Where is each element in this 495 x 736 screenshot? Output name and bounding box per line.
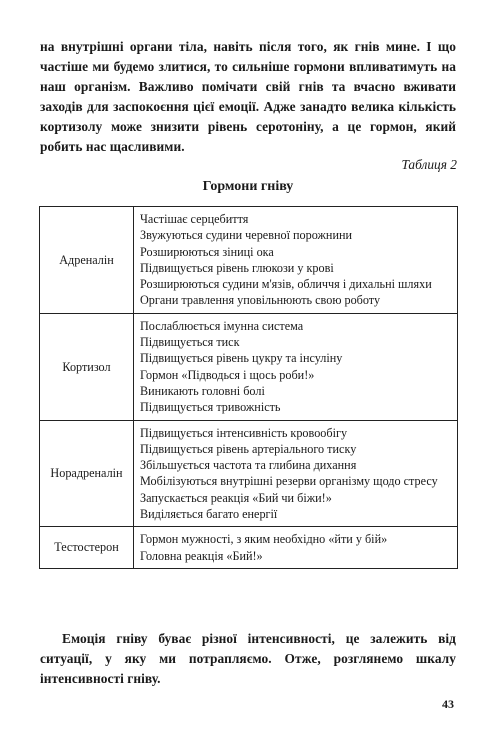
hormone-effect: Розширюються зіниці ока [140, 244, 274, 259]
hormone-name: Адреналін [40, 207, 134, 314]
hormone-row [40, 313, 458, 420]
hormones-table-body [40, 207, 458, 569]
hormone-effects [134, 527, 458, 569]
hormone-effect: Збільшується частота та глибина дихання [140, 458, 357, 473]
hormone-effect: Головна реакція «Бий!» [140, 548, 263, 563]
hormone-effect: Мобілізуються внутрішні резерви організму щодо стресу [140, 474, 438, 489]
body-paragraph-bottom: Емоція гніву буває різної інтенсивності, це залежить від ситуації, у яку ми потрапляємо. Отже, розглянемо шкалу інтенсивності гніву. [40, 631, 456, 686]
hormone-effects [134, 313, 458, 420]
hormone-effect: Розширюються судини м'язів, обличчя і дихальні шляхи [140, 277, 432, 292]
hormone-effect: Підвищується тривожність [140, 400, 281, 415]
table-title: Гормони гніву [202, 179, 294, 194]
hormone-effects [134, 420, 458, 527]
hormone-effect: Частішає серцебиття [140, 212, 249, 226]
hormone-effect: Запускається реакція «Бий чи біжи!» [140, 490, 332, 505]
hormone-effects [134, 207, 458, 314]
hormone-effect: Гормон мужності, з яким необхідно «йти у бій» [140, 532, 388, 547]
hormone-row [40, 420, 458, 527]
hormone-row [40, 207, 458, 314]
page-number: 43 [442, 697, 454, 711]
hormone-effect: Підвищується рівень глюкози у крові [140, 260, 334, 275]
body-paragraph-top: на внутрішні органи тіла, навіть після того, як гнів мине. І що частіше ми будемо злитися, то сильніше гормони впливатимуть на наш організм. Важливо помічати свій гнів та вчасно вживати заходів для заспокоєння цієї емоції. Адже занадто велика кількість кортизолу може знизити рівень серотоніну, а це гормон, який робить нас щасливими. [40, 39, 456, 154]
hormone-name: Норадреналін [40, 420, 134, 527]
hormone-effect: Виникають головні болі [140, 383, 265, 398]
hormone-effect: Підвищується рівень артеріального тиску [140, 441, 357, 456]
hormone-effect: Органи травлення уповільнюють свою роботу [140, 293, 381, 308]
hormone-row [40, 527, 458, 569]
hormone-effect: Гормон «Підводься і щось роби!» [140, 367, 315, 382]
table-caption: Таблиця 2 [401, 157, 457, 172]
hormone-effect: Виділяється багато енергії [140, 507, 278, 522]
hormone-name: Кортизол [40, 313, 134, 420]
hormone-effect: Послаблюється імунна система [140, 318, 304, 333]
hormone-effect: Підвищується тиск [140, 335, 240, 350]
hormone-effect: Підвищується рівень цукру та інсуліну [140, 351, 343, 366]
hormone-effect: Звужуються судини черевної порожнини [140, 228, 353, 243]
hormone-name: Тестостерон [40, 527, 134, 569]
hormones-table [39, 206, 458, 569]
hormone-effect: Підвищується інтенсивність кровообігу [140, 425, 348, 440]
